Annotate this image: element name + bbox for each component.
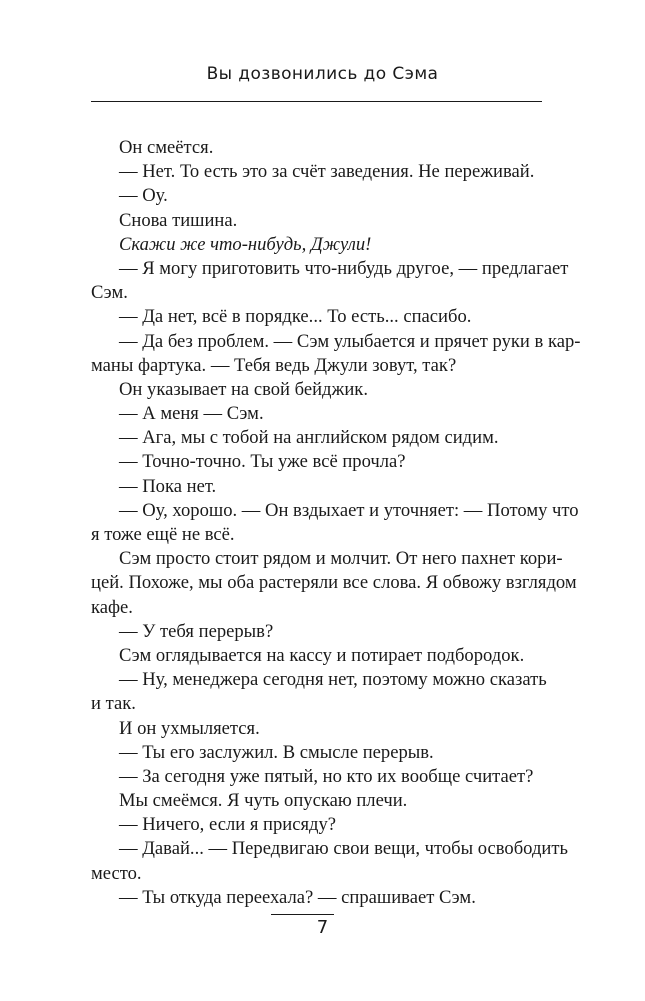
text-line: — Оу.	[119, 185, 168, 207]
text-line: Сэм оглядывается на кассу и потирает подбородок.	[119, 644, 525, 666]
text-line: — Да без проблем. — Сэм улыбается и прячет руки в кар-	[119, 330, 581, 352]
body-text	[91, 136, 581, 910]
text-line: и так.	[91, 693, 136, 715]
text-line: — Ничего, если я присяду?	[119, 814, 337, 836]
text-line: маны фартука. — Тебя ведь Джули зовут, так?	[91, 354, 457, 376]
text-line-content: — Я могу приготовить что-нибудь другое, — предлагает	[119, 257, 569, 279]
page-number: 7	[316, 917, 329, 938]
text-line: Снова тишина.	[119, 209, 238, 231]
text-line: Сэм просто стоит рядом и молчит. От него пахнет кори-	[119, 548, 563, 570]
text-line: Он указывает на свой бейджик.	[119, 378, 368, 400]
text-line: кафе.	[91, 596, 133, 618]
text-line: Он смеётся.	[119, 137, 214, 158]
text-line: — Ну, менеджера сегодня нет, поэтому можно сказать	[119, 669, 547, 691]
text-line	[91, 257, 569, 281]
text-line-italic: Скажи же что-нибудь, Джули!	[119, 233, 372, 255]
text-line: — Ты откуда переехала? — спрашивает Сэм.	[119, 886, 476, 908]
text-line: я тоже ещё не всё.	[91, 524, 235, 545]
text-line: — Оу, хорошо. — Он вздыхает и уточняет: — Потому что	[119, 499, 579, 521]
footer-rule	[271, 914, 334, 915]
text-line: — Ты его заслужил. В смысле перерыв.	[119, 741, 434, 763]
header-rule	[91, 101, 542, 102]
running-title: Вы дозвонились до Сэма	[206, 64, 439, 84]
text-line: — Пока нет.	[119, 475, 217, 497]
text-line: место.	[91, 862, 142, 884]
text-line: — Давай... — Передвигаю свои вещи, чтобы освободить	[119, 838, 568, 860]
text-line: — Точно-точно. Ты уже всё прочла?	[119, 451, 406, 473]
text-line: — А меня — Сэм.	[119, 403, 264, 425]
text-line: Мы смеёмся. Я чуть опускаю плечи.	[119, 790, 408, 812]
text-line: — У тебя перерыв?	[119, 620, 274, 642]
text-line: — Ага, мы с тобой на английском рядом сидим.	[119, 427, 499, 449]
text-line: И он ухмыляется.	[119, 717, 260, 739]
text-line: — За сегодня уже пятый, но кто их вообще считает?	[119, 765, 534, 787]
text-line: — Да нет, всё в порядке... То есть... спасибо.	[119, 306, 472, 328]
text-line: — Нет. То есть это за счёт заведения. Не переживай.	[119, 161, 535, 183]
text-line: Сэм.	[91, 282, 128, 304]
text-line: цей. Похоже, мы оба растеряли все слова. Я обвожу взглядом	[91, 572, 577, 594]
